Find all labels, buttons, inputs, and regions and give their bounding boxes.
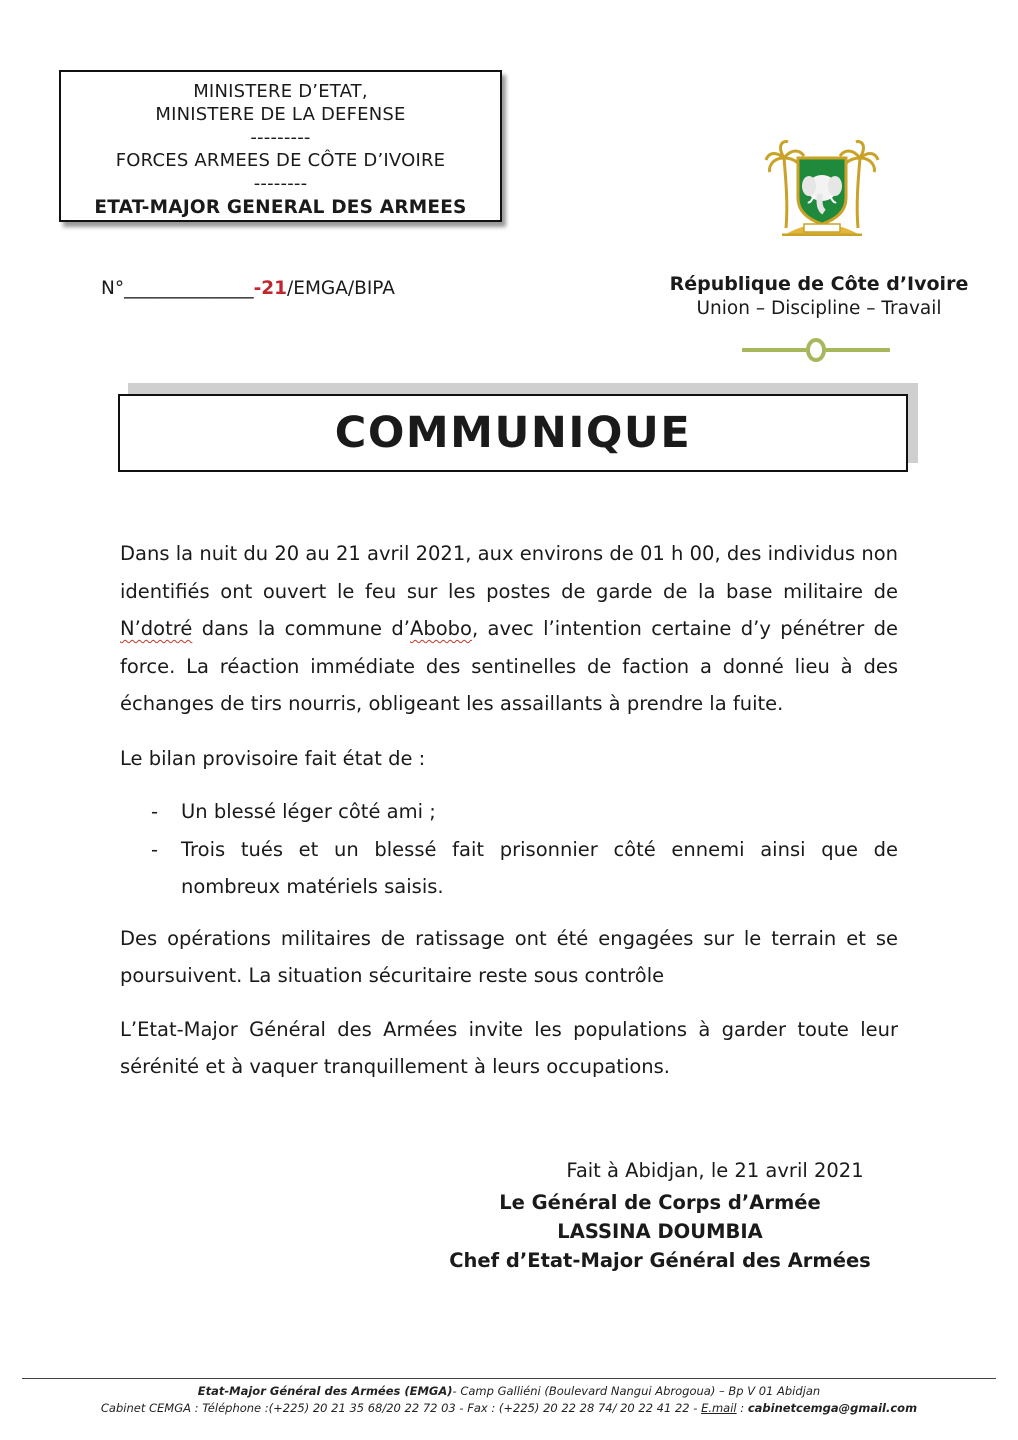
communique-body	[120, 535, 898, 1086]
divider-ornament-icon	[740, 336, 892, 364]
list-dash: -	[151, 837, 159, 861]
header-separator-1: ---------	[250, 127, 311, 148]
footer-address: - Camp Galliéni (Boulevard Nangui Abrogoua) – Bp V 01 Abidjan	[452, 1384, 821, 1398]
reference-number-value: -21	[253, 278, 288, 299]
ministry-line-1: MINISTERE D’ETAT,	[193, 81, 368, 102]
paragraph-1-part-c: , avec l’intention certaine d’y pénétrer de force. La réaction immédiate des sentinelles de faction a donné lieu à des échanges de tirs nourris, obligeant les assaillants à prendre la fuite.	[120, 617, 898, 715]
paragraph-3: Des opérations militaires de ratissage ont été engagées sur le terrain et se poursuivent. La situation sécuritaire reste sous contrôle	[120, 926, 898, 987]
list-dash: -	[151, 800, 159, 823]
paragraph-1	[120, 535, 898, 723]
footer-org: Etat-Major Général des Armées (EMGA)	[197, 1384, 453, 1398]
ministry-header-box	[59, 70, 502, 222]
place-date: Fait à Abidjan, le 21 avril 2021	[566, 1159, 864, 1182]
forces-line: FORCES ARMEES DE CÔTE D’IVOIRE	[115, 150, 446, 171]
footer-email-link[interactable]: cabinetcemga@gmail.com	[747, 1401, 918, 1415]
list-item	[120, 831, 898, 906]
footer-email-label: E.mail	[701, 1401, 737, 1415]
footer-contacts: Cabinet CEMGA : Téléphone :(+225) 20 21 35 68/20 22 72 03 - Fax : (+225) 20 22 28 74/ 20 22 41 22 -	[100, 1401, 702, 1415]
bilan-list	[120, 793, 898, 906]
paragraph-1-part-a: Dans la nuit du 20 au 21 avril 2021, aux environs de 01 h 00, des individus non identifiés ont ouvert le feu sur les postes de garde de la base militaire de	[120, 542, 898, 603]
republic-motto: Union – Discipline – Travail	[696, 298, 942, 319]
signatory-rank: Le Général de Corps d’Armée	[499, 1191, 821, 1214]
coat-of-arms-icon	[764, 136, 880, 236]
footer-divider	[22, 1378, 996, 1379]
place-abobo: Abobo	[410, 617, 472, 640]
paragraph-1-part-b: dans la commune d’	[192, 617, 410, 640]
footer-line-2	[22, 1400, 996, 1417]
place-ndotre: N’dotré	[120, 617, 193, 640]
list-item-text: Un blessé léger côté ami ;	[181, 800, 436, 823]
page-title: COMMUNIQUE	[334, 408, 692, 458]
republic-block	[654, 272, 984, 322]
staff-line: ETAT-MAJOR GENERAL DES ARMEES	[94, 197, 467, 218]
signature-block	[420, 1154, 900, 1275]
footer-line-1	[22, 1383, 996, 1400]
reference-suffix: /EMGA/BIPA	[287, 278, 395, 299]
title-box	[118, 394, 908, 472]
reference-prefix: N°	[101, 278, 125, 299]
republic-name: République de Côte d’Ivoire	[669, 273, 969, 295]
footer	[22, 1383, 996, 1417]
paragraph-2: Le bilan provisoire fait état de :	[120, 746, 426, 770]
signatory-name: LASSINA DOUMBIA	[557, 1220, 763, 1243]
signatory-function: Chef d’Etat-Major Général des Armées	[449, 1249, 871, 1272]
reference-number	[101, 278, 395, 299]
ministry-line-2: MINISTERE DE LA DEFENSE	[155, 104, 406, 125]
paragraph-4: L’Etat-Major Général des Armées invite les populations à garder toute leur sérénité et à vaquer tranquillement à leurs occupations.	[120, 1017, 898, 1078]
list-item	[120, 793, 898, 831]
header-separator-2: --------	[253, 173, 308, 194]
reference-blank: ______________	[124, 278, 254, 299]
list-item-text: Trois tués et un blessé fait prisonnier côté ennemi ainsi que de nombreux matériels saisis.	[181, 837, 898, 898]
footer-colon: :	[736, 1401, 748, 1415]
